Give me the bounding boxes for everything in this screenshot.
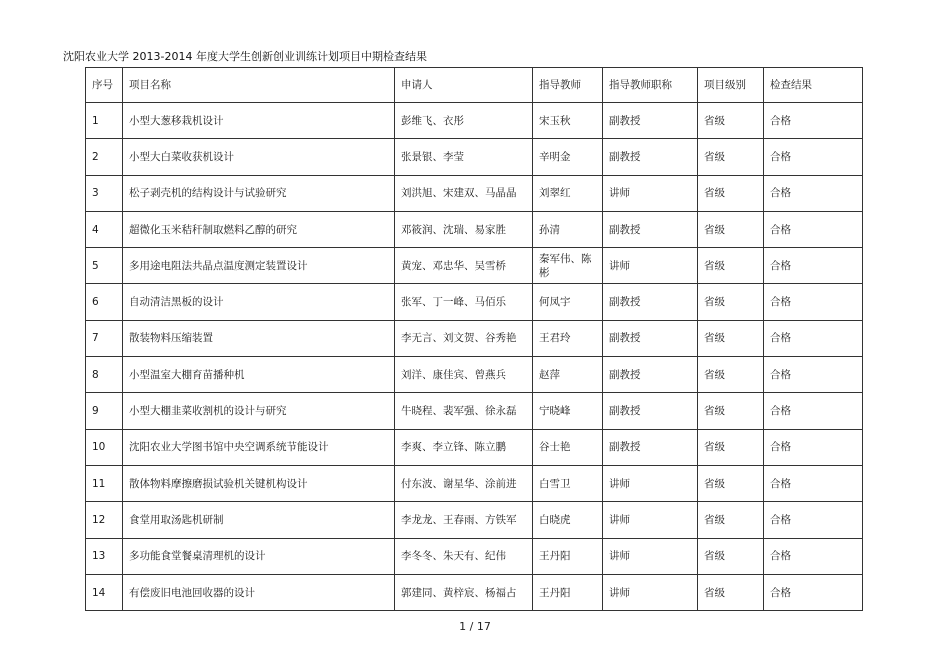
cell-no: 8 xyxy=(86,357,123,393)
cell-project-name: 松子剥壳机的结构设计与试验研究 xyxy=(123,175,395,211)
cell-check-result: 合格 xyxy=(764,320,863,356)
cell-project-level: 省级 xyxy=(698,357,764,393)
cell-check-result: 合格 xyxy=(764,574,863,610)
cell-check-result: 合格 xyxy=(764,538,863,574)
cell-no: 7 xyxy=(86,320,123,356)
cell-no: 1 xyxy=(86,103,123,139)
cell-teacher: 白雪卫 xyxy=(533,465,603,501)
cell-teacher-title: 副教授 xyxy=(603,429,698,465)
cell-teacher-title: 副教授 xyxy=(603,284,698,320)
cell-teacher: 辛明金 xyxy=(533,139,603,175)
table-row xyxy=(86,502,863,538)
cell-applicant: 彭维飞、衣彤 xyxy=(395,103,533,139)
cell-teacher: 刘翠红 xyxy=(533,175,603,211)
cell-project-level: 省级 xyxy=(698,574,764,610)
cell-teacher-title: 副教授 xyxy=(603,320,698,356)
cell-applicant: 张军、丁一峰、马佰乐 xyxy=(395,284,533,320)
cell-project-level: 省级 xyxy=(698,320,764,356)
table-row xyxy=(86,357,863,393)
cell-no: 11 xyxy=(86,465,123,501)
cell-no: 4 xyxy=(86,211,123,247)
results-table xyxy=(85,67,863,611)
cell-project-level: 省级 xyxy=(698,103,764,139)
cell-check-result: 合格 xyxy=(764,357,863,393)
cell-applicant: 牛晓程、裴军强、徐永磊 xyxy=(395,393,533,429)
cell-project-name: 小型大葱移栽机设计 xyxy=(123,103,395,139)
cell-project-name: 散体物料摩擦磨损试验机关键机构设计 xyxy=(123,465,395,501)
cell-check-result: 合格 xyxy=(764,103,863,139)
cell-project-level: 省级 xyxy=(698,211,764,247)
cell-project-name: 散装物料压缩装置 xyxy=(123,320,395,356)
cell-applicant: 黄宠、邓忠华、吴雪桥 xyxy=(395,248,533,284)
cell-project-level: 省级 xyxy=(698,175,764,211)
table-header-row xyxy=(86,68,863,103)
header-project-name: 项目名称 xyxy=(123,68,395,103)
document-title: 沈阳农业大学 2013-2014 年度大学生创新创业训练计划项目中期检查结果 xyxy=(63,50,427,63)
table-row xyxy=(86,574,863,610)
cell-check-result: 合格 xyxy=(764,393,863,429)
cell-check-result: 合格 xyxy=(764,175,863,211)
table-row xyxy=(86,320,863,356)
cell-project-level: 省级 xyxy=(698,393,764,429)
cell-no: 12 xyxy=(86,502,123,538)
header-check-result: 检查结果 xyxy=(764,68,863,103)
cell-teacher-title: 讲师 xyxy=(603,175,698,211)
cell-teacher-title: 讲师 xyxy=(603,465,698,501)
table-row xyxy=(86,538,863,574)
cell-teacher-title: 副教授 xyxy=(603,393,698,429)
cell-check-result: 合格 xyxy=(764,465,863,501)
cell-teacher: 谷士艳 xyxy=(533,429,603,465)
cell-project-name: 有偿废旧电池回收器的设计 xyxy=(123,574,395,610)
cell-teacher: 王丹阳 xyxy=(533,574,603,610)
cell-project-level: 省级 xyxy=(698,248,764,284)
cell-applicant: 李无言、刘文贺、谷秀艳 xyxy=(395,320,533,356)
cell-applicant: 邓筱润、沈瑞、易家胜 xyxy=(395,211,533,247)
cell-teacher: 赵萍 xyxy=(533,357,603,393)
cell-teacher: 孙清 xyxy=(533,211,603,247)
cell-teacher-title: 副教授 xyxy=(603,103,698,139)
cell-project-level: 省级 xyxy=(698,502,764,538)
cell-project-name: 小型大棚韭菜收割机的设计与研究 xyxy=(123,393,395,429)
cell-teacher-title: 副教授 xyxy=(603,211,698,247)
cell-project-name: 多用途电阻法共晶点温度测定装置设计 xyxy=(123,248,395,284)
header-applicant: 申请人 xyxy=(395,68,533,103)
header-project-level: 项目级别 xyxy=(698,68,764,103)
cell-applicant: 李冬冬、朱天有、纪伟 xyxy=(395,538,533,574)
cell-teacher: 宋玉秋 xyxy=(533,103,603,139)
cell-teacher-title: 讲师 xyxy=(603,248,698,284)
page-number: 1 / 17 xyxy=(459,620,491,633)
cell-project-name: 食堂用取汤匙机研制 xyxy=(123,502,395,538)
cell-applicant: 刘洪旭、宋建双、马晶晶 xyxy=(395,175,533,211)
cell-teacher-title: 讲师 xyxy=(603,574,698,610)
cell-check-result: 合格 xyxy=(764,502,863,538)
cell-teacher: 何凤宇 xyxy=(533,284,603,320)
cell-project-name: 沈阳农业大学图书馆中央空调系统节能设计 xyxy=(123,429,395,465)
cell-project-name: 小型大白菜收获机设计 xyxy=(123,139,395,175)
cell-project-name: 多功能食堂餐桌清理机的设计 xyxy=(123,538,395,574)
cell-no: 2 xyxy=(86,139,123,175)
cell-project-name: 自动清洁黑板的设计 xyxy=(123,284,395,320)
cell-no: 13 xyxy=(86,538,123,574)
cell-applicant: 李爽、李立锋、陈立鹏 xyxy=(395,429,533,465)
table-row xyxy=(86,465,863,501)
table-body xyxy=(86,103,863,611)
cell-no: 6 xyxy=(86,284,123,320)
cell-no: 3 xyxy=(86,175,123,211)
cell-applicant: 付东波、谢星华、涂前进 xyxy=(395,465,533,501)
header-no: 序号 xyxy=(86,68,123,103)
cell-no: 10 xyxy=(86,429,123,465)
cell-check-result: 合格 xyxy=(764,248,863,284)
table-row xyxy=(86,284,863,320)
cell-teacher: 秦军伟、陈彬 xyxy=(533,248,603,284)
cell-teacher-title: 副教授 xyxy=(603,139,698,175)
cell-teacher-title: 副教授 xyxy=(603,357,698,393)
cell-project-level: 省级 xyxy=(698,465,764,501)
cell-check-result: 合格 xyxy=(764,429,863,465)
cell-teacher-title: 讲师 xyxy=(603,538,698,574)
cell-teacher: 宁晓峰 xyxy=(533,393,603,429)
cell-teacher: 王君玲 xyxy=(533,320,603,356)
cell-teacher: 王丹阳 xyxy=(533,538,603,574)
cell-project-name: 小型温室大棚育苗播种机 xyxy=(123,357,395,393)
cell-project-level: 省级 xyxy=(698,139,764,175)
header-teacher: 指导教师 xyxy=(533,68,603,103)
table-row xyxy=(86,103,863,139)
cell-check-result: 合格 xyxy=(764,284,863,320)
cell-project-name: 超微化玉米秸秆制取燃料乙醇的研究 xyxy=(123,211,395,247)
table-row xyxy=(86,393,863,429)
cell-applicant: 刘洋、康佳宾、曾燕兵 xyxy=(395,357,533,393)
cell-check-result: 合格 xyxy=(764,211,863,247)
cell-teacher-title: 讲师 xyxy=(603,502,698,538)
header-teacher-title: 指导教师职称 xyxy=(603,68,698,103)
cell-project-level: 省级 xyxy=(698,429,764,465)
table-row xyxy=(86,429,863,465)
cell-applicant: 张景银、李莹 xyxy=(395,139,533,175)
cell-no: 14 xyxy=(86,574,123,610)
cell-no: 5 xyxy=(86,248,123,284)
cell-check-result: 合格 xyxy=(764,139,863,175)
cell-teacher: 白晓虎 xyxy=(533,502,603,538)
cell-applicant: 郭建同、黄梓宸、杨福占 xyxy=(395,574,533,610)
table-row xyxy=(86,211,863,247)
cell-applicant: 李龙龙、王春雨、方铁军 xyxy=(395,502,533,538)
cell-no: 9 xyxy=(86,393,123,429)
cell-project-level: 省级 xyxy=(698,538,764,574)
table-row xyxy=(86,248,863,284)
table-row xyxy=(86,175,863,211)
cell-project-level: 省级 xyxy=(698,284,764,320)
table-row xyxy=(86,139,863,175)
